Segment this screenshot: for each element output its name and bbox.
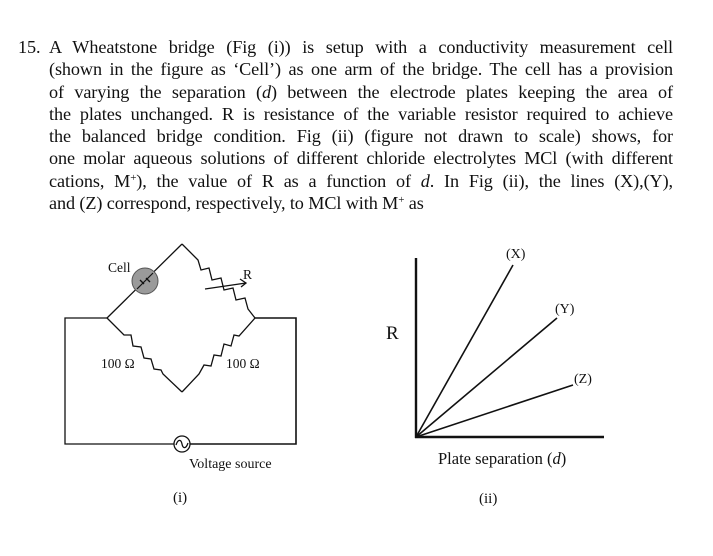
x-axis-variable-d: d (552, 449, 561, 468)
line-X (416, 265, 513, 437)
line-Z (416, 385, 573, 437)
figure-ii-caption: (ii) (479, 491, 498, 507)
voltage-source-label: Voltage source (189, 457, 272, 472)
outer-wire (65, 318, 174, 444)
variable-d: d (261, 81, 271, 102)
superscript-plus: + (398, 194, 405, 207)
question-line-2: (shown in the figure as ‘Cell’) as one arm of the bridge. The cell has a provision (49, 59, 673, 80)
variable-resistor-label: R (243, 267, 253, 282)
question-line-1: A Wheatstone bridge (Fig (i)) is setup with a conductivity measurement cell (49, 37, 673, 57)
text-fragment: cations, M (49, 170, 131, 191)
line-Y-label: (Y) (555, 302, 575, 317)
conductivity-cell (132, 268, 158, 294)
x-axis-label-text: Plate separation ( (438, 449, 553, 468)
right-resistor-label: 100 Ω (226, 356, 260, 371)
text-fragment: ) between the electrode plates keeping the area of (270, 81, 673, 102)
text-fragment: as (404, 193, 424, 214)
text-fragment: ), the value of R as a function of (136, 170, 421, 191)
variable-d: d (420, 170, 430, 191)
wheatstone-bridge-diagram (65, 244, 296, 452)
cell-label: Cell (108, 260, 131, 275)
text-fragment: and (Z) correspond, respectively, to MCl with M (49, 193, 399, 214)
line-X-label: (X) (506, 247, 526, 262)
question-line-6: one molar aqueous solutions of different chloride electrolytes MCl (with different (49, 148, 673, 169)
x-axis-label-close: ) (560, 449, 567, 468)
resistor-left-100 (107, 318, 182, 392)
left-resistor-label: 100 Ω (101, 356, 135, 371)
resistor-right-100 (182, 318, 255, 392)
superscript-plus: + (130, 171, 137, 184)
text-fragment: . In Fig (ii), the lines (X),(Y), (429, 170, 673, 191)
figure-i-caption: (i) (173, 490, 188, 506)
text-fragment: of varying the separation ( (49, 81, 262, 102)
variable-resistor-arrow (205, 283, 246, 289)
line-Z-label: (Z) (574, 372, 592, 387)
question-number: 15. (18, 37, 41, 57)
line-Y (416, 318, 557, 437)
y-axis-label: R (386, 323, 399, 344)
r-vs-d-graph (415, 258, 604, 438)
question-line-5: the balanced bridge condition. Fig (ii) (figure not drawn to scale) shows, for (49, 126, 673, 147)
outer-wire-right (190, 318, 296, 444)
question-line-4: the plates unchanged. R is resistance of the variable resistor required to achieve (49, 103, 673, 124)
x-axis-label (438, 449, 566, 468)
